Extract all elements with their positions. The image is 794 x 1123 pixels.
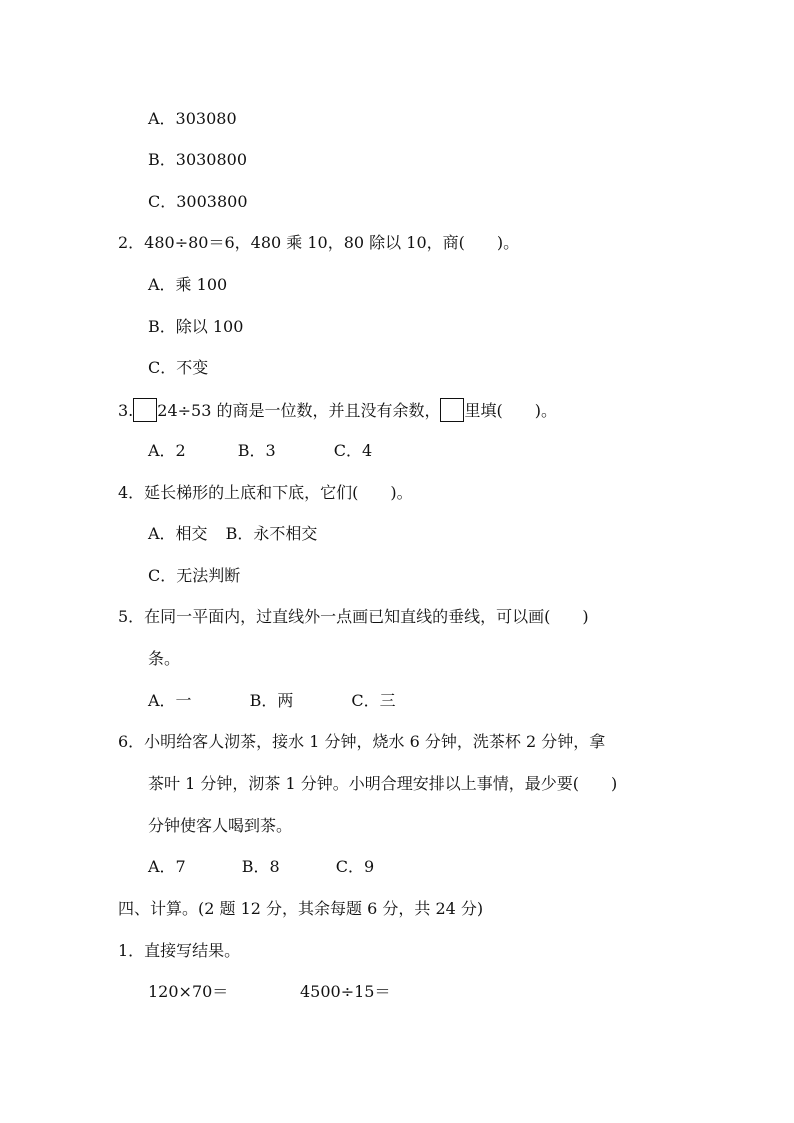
option-b: B．3 (237, 441, 276, 460)
options-row (148, 440, 372, 462)
question-3 (118, 398, 557, 422)
expression-2: 4500÷15＝ (300, 982, 391, 1001)
question-6: 6．小明给客人沏茶，接水 1 分钟，烧水 6 分钟，洗茶杯 2 分钟，拿 (118, 732, 606, 751)
option-a: A．7 (148, 857, 186, 876)
option-a: A．303080 (148, 109, 237, 128)
question-5: 5．在同一平面内，过直线外一点画已知直线的垂线，可以画( ) (118, 607, 589, 626)
expression-1: 120×70＝ (148, 982, 229, 1001)
question-text-end: 里填( )。 (464, 401, 557, 420)
option-c: C．3003800 (148, 192, 248, 211)
option-b: B．3030800 (148, 150, 248, 169)
blank-box (440, 398, 464, 422)
options-row (148, 523, 317, 545)
option-c: C．9 (335, 857, 375, 876)
blank-box (133, 398, 157, 422)
option-a: A．2 (148, 441, 186, 460)
option-b: B．永不相交 (225, 524, 318, 543)
question-2: 2．480÷80＝6，480 乘 10，80 除以 10，商( )。 (118, 233, 520, 252)
question-number: 3. (118, 401, 134, 420)
option-a: A．乘 100 (148, 275, 228, 294)
section-title: 四、计算。(2 题 12 分，其余每题 6 分，共 24 分) (118, 899, 484, 918)
option-b: B．两 (249, 691, 294, 710)
options-row (148, 690, 396, 712)
option-b: B．除以 100 (148, 317, 244, 336)
question-6-cont: 分钟使客人喝到茶。 (148, 816, 293, 835)
question-1: 1．直接写结果。 (118, 941, 241, 960)
option-a: A．相交 (148, 524, 208, 543)
option-b: B．8 (241, 857, 280, 876)
option-c: C．不变 (148, 358, 209, 377)
option-c: C．无法判断 (148, 566, 241, 585)
option-a: A．一 (148, 691, 192, 710)
question-text: 24÷53 的商是一位数，并且没有余数， (157, 401, 441, 420)
question-5-cont: 条。 (148, 649, 181, 668)
options-row (148, 856, 374, 878)
option-c: C．4 (333, 441, 373, 460)
question-6-cont: 茶叶 1 分钟，沏茶 1 分钟。小明合理安排以上事情，最少要( ) (148, 774, 618, 793)
option-c: C．三 (351, 691, 396, 710)
question-4: 4．延长梯形的上底和下底，它们( )。 (118, 483, 413, 502)
